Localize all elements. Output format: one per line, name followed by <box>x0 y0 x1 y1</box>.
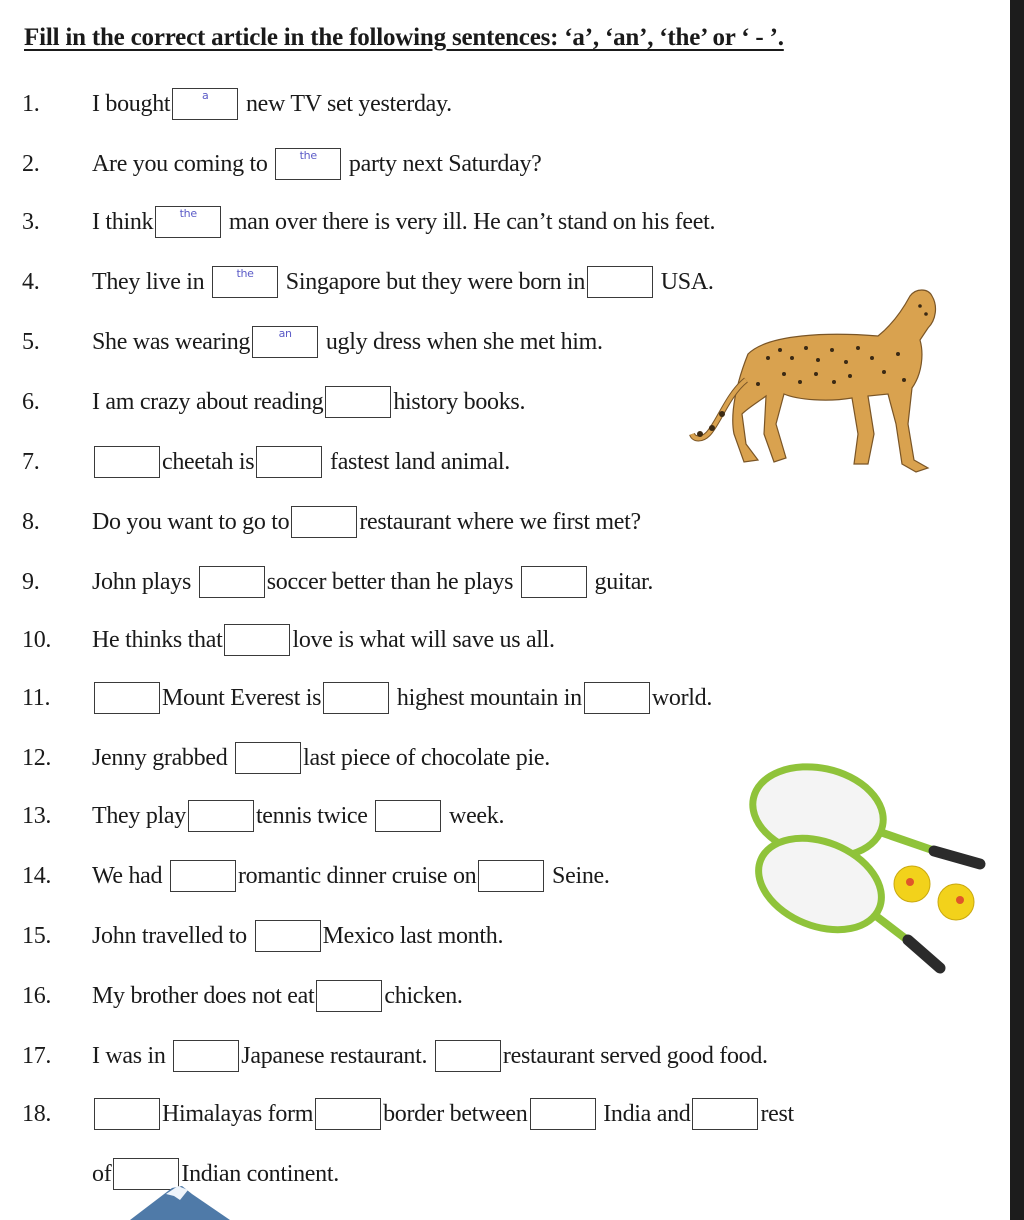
item-number: 12. <box>22 745 52 771</box>
answer-text: an <box>278 327 292 340</box>
sentence-text: Himalayas form <box>162 1101 314 1127</box>
sentence-row <box>22 556 653 596</box>
sentence-text: We had <box>92 863 168 889</box>
sentence-row <box>22 1030 768 1070</box>
answer-blank[interactable] <box>315 1098 381 1130</box>
sentence-text: history books. <box>393 389 526 415</box>
sentence-text: She was wearing <box>92 329 251 355</box>
item-number: 8. <box>22 509 40 535</box>
sentence-text: They play <box>92 803 186 829</box>
sentence-row <box>22 1148 339 1188</box>
sentence-text: fastest land animal. <box>324 449 510 475</box>
answer-blank[interactable] <box>94 1098 160 1130</box>
sentence-row <box>22 138 542 178</box>
item-number: 10. <box>22 627 52 653</box>
sentence-text: world. <box>651 685 713 711</box>
item-number: 14. <box>22 863 52 889</box>
answer-blank[interactable] <box>375 800 441 832</box>
answer-blank[interactable] <box>188 800 254 832</box>
sentence-text: John travelled to <box>92 923 253 949</box>
sentence-row <box>22 910 503 950</box>
sentence-row <box>22 672 712 712</box>
answer-blank[interactable] <box>435 1040 501 1072</box>
answer-blank[interactable] <box>212 266 278 298</box>
sentence-text: restaurant where we first met? <box>359 509 641 535</box>
sentence-row <box>22 256 714 296</box>
item-number: 1. <box>22 91 40 117</box>
item-number: 15. <box>22 923 52 949</box>
item-number: 4. <box>22 269 40 295</box>
answer-text: the <box>299 149 317 162</box>
sentence-row <box>22 496 641 536</box>
sentence-text: chicken. <box>384 983 463 1009</box>
answer-blank[interactable] <box>235 742 301 774</box>
answer-blank[interactable] <box>255 920 321 952</box>
sentence-text: new TV set yesterday. <box>240 91 452 117</box>
sentence-text: love is what will save us all. <box>292 627 555 653</box>
sentence-text: ugly dress when she met him. <box>320 329 603 355</box>
answer-blank[interactable] <box>275 148 341 180</box>
sentence-row <box>22 850 610 890</box>
item-number: 2. <box>22 151 40 177</box>
sentence-row <box>22 1088 794 1128</box>
tennis-rackets-image <box>748 756 988 982</box>
sentence-text: Mount Everest is <box>162 685 322 711</box>
sentence-text: India and <box>597 1101 691 1127</box>
sentence-text: restaurant served good food. <box>502 1043 768 1069</box>
sentence-text: Indian continent. <box>181 1161 339 1187</box>
sentence-text: Are you coming to <box>92 151 274 177</box>
sentence-text: highest mountain in <box>391 685 582 711</box>
item-number: 13. <box>22 803 52 829</box>
item-number: 18. <box>22 1101 52 1127</box>
sentence-text: My brother does not eat <box>92 983 315 1009</box>
sentence-text: cheetah is <box>162 449 255 475</box>
exercise-title: Fill in the correct article in the following sentences: ‘a’, ‘an’, ‘the’ or ‘ - ’. <box>24 24 784 51</box>
sentence-row <box>22 196 715 236</box>
sentence-text: week. <box>443 803 505 829</box>
sentence-text: last piece of chocolate pie. <box>303 745 550 771</box>
sentence-text: romantic dinner cruise on <box>237 863 477 889</box>
sentence-text: John plays <box>92 569 197 595</box>
mountain-image <box>130 1184 230 1220</box>
sentence-text: party next Saturday? <box>343 151 542 177</box>
answer-blank[interactable] <box>172 88 238 120</box>
sentence-text: Seine. <box>546 863 610 889</box>
sentence-text: border between <box>383 1101 528 1127</box>
answer-blank[interactable] <box>94 446 160 478</box>
answer-text: a <box>202 89 209 102</box>
item-number: 3. <box>22 209 40 235</box>
answer-blank[interactable] <box>584 682 650 714</box>
sentence-text: I think <box>92 209 154 235</box>
answer-blank[interactable] <box>316 980 382 1012</box>
sentence-text: Singapore but they were born in <box>280 269 586 295</box>
sentence-text: I am crazy about reading <box>92 389 324 415</box>
sentence-text: He thinks that <box>92 627 223 653</box>
item-number: 7. <box>22 449 40 475</box>
sentence-text: USA. <box>655 269 714 295</box>
answer-blank[interactable] <box>692 1098 758 1130</box>
answer-blank[interactable] <box>256 446 322 478</box>
sentence-text: soccer better than he plays <box>266 569 519 595</box>
sentence-row <box>22 316 603 356</box>
sentence-row <box>22 376 525 416</box>
cheetah-image <box>688 284 950 480</box>
sentence-row <box>22 790 504 830</box>
sentence-row <box>22 970 463 1010</box>
sentence-text: I was in <box>92 1043 172 1069</box>
answer-blank[interactable] <box>587 266 653 298</box>
answer-blank[interactable] <box>173 1040 239 1072</box>
item-number: 9. <box>22 569 40 595</box>
sentence-text: Mexico last month. <box>322 923 504 949</box>
sentence-row <box>22 436 510 476</box>
answer-blank[interactable] <box>530 1098 596 1130</box>
answer-blank[interactable] <box>199 566 265 598</box>
answer-blank[interactable] <box>478 860 544 892</box>
item-number: 5. <box>22 329 40 355</box>
sentence-text: guitar. <box>588 569 654 595</box>
answer-blank[interactable] <box>323 682 389 714</box>
answer-text: the <box>236 267 254 280</box>
item-number: 6. <box>22 389 40 415</box>
answer-blank[interactable] <box>170 860 236 892</box>
item-number: 16. <box>22 983 52 1009</box>
sentence-text: Japanese restaurant. <box>241 1043 433 1069</box>
answer-blank[interactable] <box>521 566 587 598</box>
sentence-row <box>22 614 555 654</box>
sentence-text: rest <box>760 1101 794 1127</box>
item-number: 11. <box>22 685 51 711</box>
sentence-row <box>22 78 452 118</box>
sentence-text: They live in <box>92 269 211 295</box>
sentence-text: I bought <box>92 91 171 117</box>
item-number: 17. <box>22 1043 52 1069</box>
sentence-text: Jenny grabbed <box>92 745 234 771</box>
answer-blank[interactable] <box>94 682 160 714</box>
sentence-text: Do you want to go to <box>92 509 290 535</box>
sentence-text: man over there is very ill. He can’t stand on his feet. <box>223 209 716 235</box>
answer-blank[interactable] <box>291 506 357 538</box>
sentence-text: of <box>92 1161 112 1187</box>
sentence-row <box>22 732 550 772</box>
answer-text: the <box>179 207 197 220</box>
answer-blank[interactable] <box>224 624 290 656</box>
answer-blank[interactable] <box>155 206 221 238</box>
answer-blank[interactable] <box>325 386 391 418</box>
answer-blank[interactable] <box>252 326 318 358</box>
sentence-text: tennis twice <box>255 803 374 829</box>
